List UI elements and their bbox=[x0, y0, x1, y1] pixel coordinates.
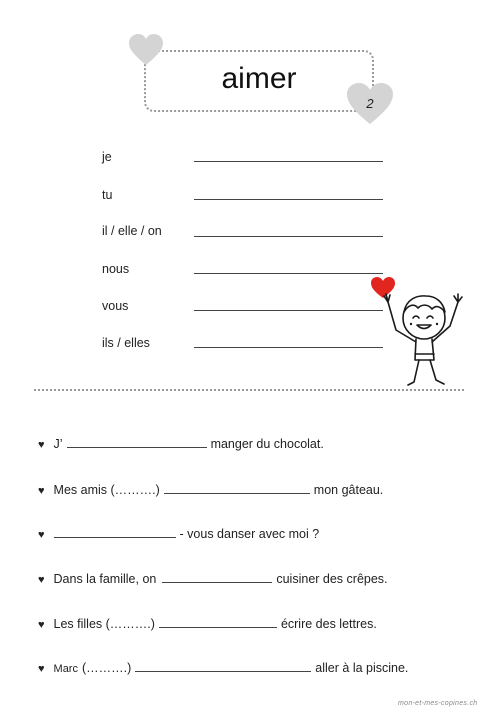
heart-bullet-icon: ♥ bbox=[38, 439, 45, 451]
heart-bullet-icon: ♥ bbox=[38, 663, 45, 675]
pronoun-label: vous bbox=[102, 299, 129, 313]
answer-line[interactable] bbox=[194, 161, 383, 162]
exercise-sentence bbox=[38, 483, 383, 497]
exercise-sentence bbox=[38, 617, 377, 631]
sentence-text: manger du chocolat. bbox=[210, 437, 324, 451]
heart-bullet-icon: ♥ bbox=[38, 619, 45, 631]
pronoun-label: ils / elles bbox=[102, 336, 150, 350]
dotted-separator bbox=[34, 389, 464, 391]
pronoun-label: tu bbox=[102, 188, 113, 202]
answer-line[interactable] bbox=[194, 199, 383, 200]
sentence-text: mon gâteau. bbox=[313, 483, 384, 497]
pronoun-label: nous bbox=[102, 262, 130, 276]
boy-illustration bbox=[366, 272, 466, 390]
red-heart-icon bbox=[371, 277, 395, 298]
answer-line[interactable] bbox=[194, 347, 383, 348]
sentence-text: - vous danser avec moi ? bbox=[179, 527, 320, 541]
page-title: aimer bbox=[221, 62, 297, 95]
sentence-text: J’ bbox=[53, 437, 63, 451]
sentence-text: Les filles (……….) bbox=[53, 617, 155, 631]
answer-blank[interactable] bbox=[67, 446, 207, 448]
answer-line[interactable] bbox=[194, 273, 383, 274]
answer-line[interactable] bbox=[194, 310, 383, 311]
answer-blank[interactable] bbox=[159, 626, 277, 628]
sentence-text: Marc bbox=[53, 663, 78, 675]
pronoun-label: je bbox=[102, 150, 112, 164]
exercise-sentence bbox=[38, 527, 319, 541]
page-number: 2 bbox=[366, 96, 374, 111]
sentence-text: (……….) bbox=[81, 661, 132, 675]
answer-blank[interactable] bbox=[54, 536, 176, 538]
exercise-sentence bbox=[38, 661, 408, 675]
answer-blank[interactable] bbox=[135, 670, 311, 672]
answer-blank[interactable] bbox=[164, 492, 310, 494]
exercise-sentence bbox=[38, 572, 388, 586]
answer-line[interactable] bbox=[194, 236, 383, 237]
heart-bullet-icon: ♥ bbox=[38, 485, 45, 497]
answer-blank[interactable] bbox=[162, 581, 272, 583]
exercise-sentence bbox=[38, 437, 324, 451]
sentence-text: aller à la piscine. bbox=[315, 661, 409, 675]
heart-bullet-icon: ♥ bbox=[38, 529, 45, 541]
heart-bullet-icon: ♥ bbox=[38, 574, 45, 586]
pronoun-label: il / elle / on bbox=[102, 224, 162, 238]
sentence-text: Mes amis (……….) bbox=[53, 483, 160, 497]
sentence-text: cuisiner des crêpes. bbox=[276, 572, 388, 586]
footer-watermark: mon-et-mes-copines.ch bbox=[398, 700, 478, 707]
sentence-text: Dans la famille, on bbox=[53, 572, 157, 586]
sentence-text: écrire des lettres. bbox=[280, 617, 377, 631]
